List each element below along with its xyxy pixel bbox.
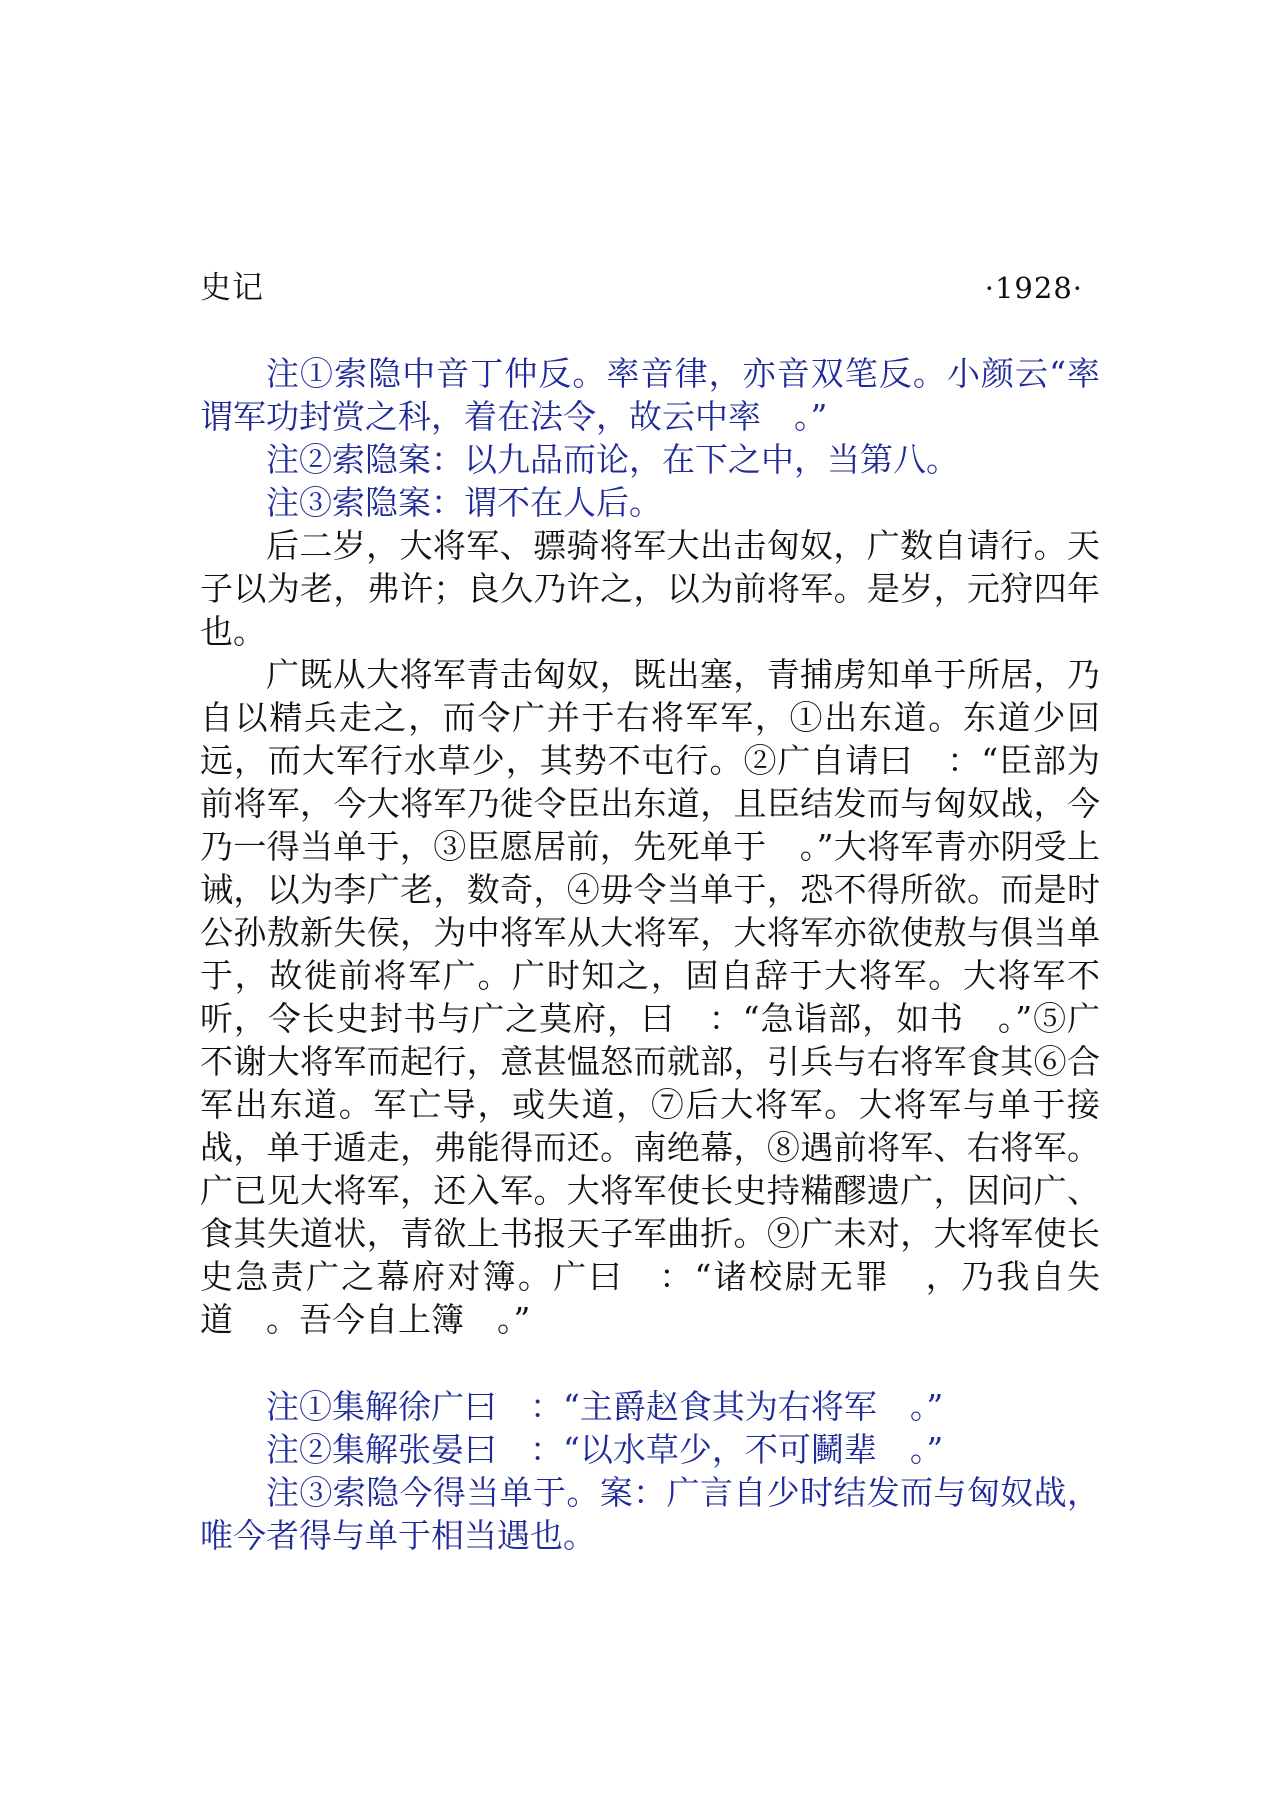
page-number: ·1928· <box>984 271 1083 305</box>
annotation-note: 注②索隐案：以九品而论，在下之中，当第八。 <box>266 440 959 479</box>
annotation-note: 注③索隐案：谓不在人后。 <box>266 483 662 522</box>
running-head-book-title: 史记 <box>200 270 264 306</box>
main-paragraph: 后二岁，大将军、骠骑将军大出击匈奴，广数自请行。天子以为老，弗许；良久乃许之，以为前将军。是岁，元狩四年也。 <box>200 526 1100 651</box>
annotation-note: 注②集解张晏曰 ：“以水草少，不可鬭辈 。” <box>266 1430 944 1469</box>
annotation-note: 注①集解徐广曰 ：“主爵赵食其为右将军 。” <box>266 1387 944 1426</box>
body-text <box>200 352 1100 1557</box>
annotation-note: 注③索隐今得当单于。案：广言自少时结发而与匈奴战，唯今者得与单于相当遇也。 <box>200 1473 1100 1555</box>
main-paragraph: 广既从大将军青击匈奴，既出塞，青捕虏知单于所居，乃自以精兵走之，而令广并于右将军军，①出东道。东道少回远，而大军行水草少，其势不屯行。②广自请曰 ：“臣部为前将军，今大将军乃徙令臣出东道，且臣结发而与匈奴战，今乃一得当单于，③臣愿居前，先死单于 。”大将军青亦阴受上诫，以为李广老，数奇，④毋令当单于，恐不得所欲。而是时公孙敖新失侯，为中将军从大将军，大将军亦欲使敖与俱当单于，故徙前将军广。广时知之，固自辞于大将军。大将军不听，令长史封书与广之莫府，曰 ：“急诣部，如书 。”⑤广不谢大将军而起行，意甚愠怒而就部，引兵与右将军食其⑥合军出东道。军亡导，或失道，⑦后大将军。大将军与单于接战，单于遁走，弗能得而还。南绝幕，⑧遇前将军、右将军。广已见大将军，还入军。大将军使长史持糒醪遗广，因问广、食其失道状，青欲上书报天子军曲折。⑨广未对，大将军使长史急责广之幕府对簿。广曰 ：“诸校尉无罪 ，乃我自失道 。吾今自上簿 。” <box>200 655 1100 1339</box>
section-gap <box>200 1341 1100 1385</box>
annotation-note: 注①索隐中音丁仲反。率音律，亦音双笔反。小颜云“率谓军功封赏之科，着在法令，故云中率 。” <box>200 354 1100 436</box>
